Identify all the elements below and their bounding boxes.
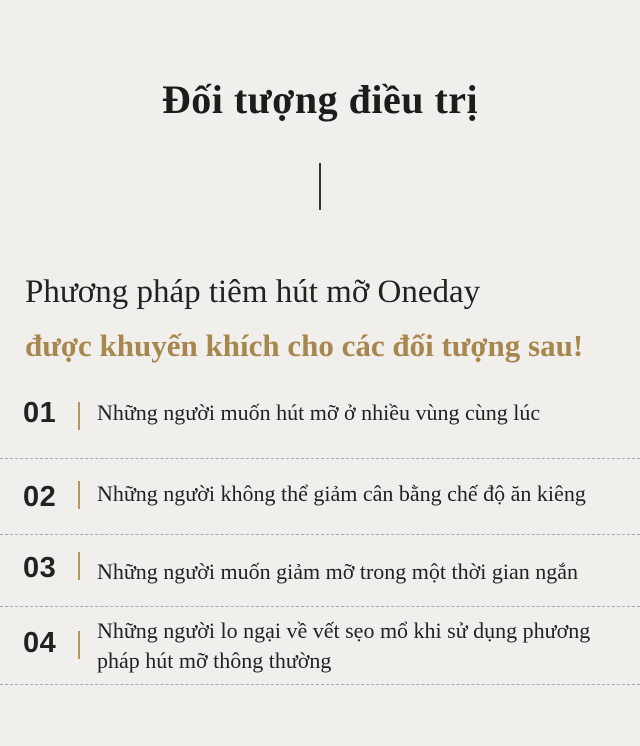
vertical-divider <box>319 163 321 210</box>
highlight-text: được khuyến khích cho các đối tượng sau! <box>25 328 584 363</box>
item-bar <box>78 552 80 580</box>
list-item <box>0 535 640 607</box>
item-text: Những người muốn giảm mỡ trong một thời gian ngắn <box>97 559 578 584</box>
item-text: Những người không thể giảm cân bằng chế độ ăn kiêng <box>97 481 586 506</box>
item-number: 02 <box>23 481 57 513</box>
item-bar <box>78 481 80 509</box>
item-text: Những người muốn hút mỡ ở nhiều vùng cùng lúc <box>97 400 541 425</box>
item-number: 01 <box>23 397 57 429</box>
item-bar <box>78 631 80 659</box>
item-text: Những người lo ngại về vết sẹo mổ khi sử dụng phương pháp hút mỡ thông thường <box>97 618 591 673</box>
list-item <box>0 459 640 535</box>
item-bar <box>78 402 80 430</box>
intro-text: Phương pháp tiêm hút mỡ Oneday <box>25 274 481 310</box>
list-item <box>0 382 640 459</box>
item-number: 03 <box>23 552 57 584</box>
page-title: Đối tượng điều trị <box>161 77 479 122</box>
list-item <box>0 607 640 685</box>
item-number: 04 <box>23 627 57 659</box>
target-list <box>0 382 640 685</box>
